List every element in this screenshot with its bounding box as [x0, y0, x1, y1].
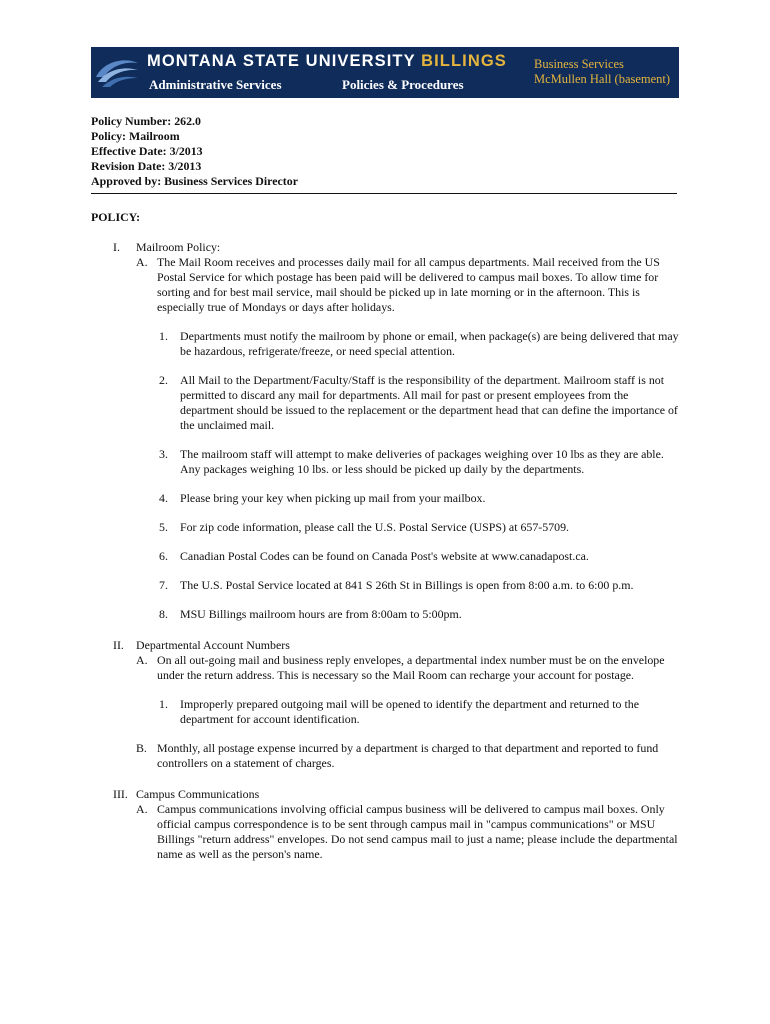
item-number: 1.: [159, 697, 168, 711]
item-text: Please bring your key when picking up mail from your mailbox.: [180, 491, 486, 505]
item-number: 5.: [159, 520, 168, 534]
list-item: [136, 520, 681, 535]
effective-date: Effective Date: 3/2013: [91, 144, 203, 158]
list-item: [136, 578, 681, 593]
policy-number: Policy Number: 262.0: [91, 114, 201, 128]
admin-services-label: Administrative Services: [149, 77, 282, 92]
policies-label: Policies & Procedures: [342, 77, 464, 92]
dept-name: Business Services: [534, 57, 624, 71]
item-number: 2.: [159, 373, 168, 387]
dept-info: [534, 57, 670, 87]
university-name: MONTANA STATE UNIVERSITY BILLINGS: [147, 52, 507, 70]
policy-heading: POLICY:: [91, 210, 141, 224]
section-number: II.: [113, 638, 124, 652]
item-number: 7.: [159, 578, 168, 592]
item-number: 6.: [159, 549, 168, 563]
subsection: [136, 255, 681, 315]
item-number: 8.: [159, 607, 168, 621]
policy-section: [91, 787, 681, 862]
section-title: Mailroom Policy:: [136, 240, 221, 254]
subsection-letter: A.: [136, 653, 148, 667]
subsection: [136, 802, 681, 862]
item-text: All Mail to the Department/Faculty/Staff is the responsibility of the department. Mailroom staff is not permitted to discard any mail for departments. All mail for past or present employees from the department should be issued to the replacement or the department head that can define the importance of the unclaimed mail.: [180, 373, 678, 432]
item-text: For zip code information, please call the U.S. Postal Service (USPS) at 657-5709.: [180, 520, 570, 534]
policy-name: Policy: Mailroom: [91, 129, 180, 143]
list-item: [136, 549, 681, 564]
subsection-letter: A.: [136, 802, 148, 816]
policy-section: [91, 638, 681, 771]
subsection-letter: B.: [136, 741, 147, 755]
item-text: MSU Billings mailroom hours are from 8:00am to 5:00pm.: [180, 607, 462, 621]
item-text: The mailroom staff will attempt to make deliveries of packages weighing over 10 lbs as they are able. Any packages weighing 10 lbs. or less should be picked up daily by the departments.: [180, 447, 664, 476]
item-text: Departments must notify the mailroom by phone or email, when package(s) are being delivered that may be hazardous, refrigerate/freeze, or need special attention.: [180, 329, 679, 358]
revision-date: Revision Date: 3/2013: [91, 159, 202, 173]
header-banner: [91, 47, 679, 98]
section-title: Departmental Account Numbers: [136, 638, 290, 652]
approved-by: Approved by: Business Services Director: [91, 174, 298, 188]
subsection: [136, 741, 681, 771]
policy-document: [91, 114, 681, 862]
section-number: III.: [113, 787, 128, 801]
list-item: [136, 329, 681, 359]
list-item: [136, 447, 681, 477]
subsection: [136, 653, 681, 683]
list-item: [136, 697, 681, 727]
item-text: Canadian Postal Codes can be found on Canada Post's website at www.canadapost.ca.: [180, 549, 589, 563]
item-text: The U.S. Postal Service located at 841 S 26th St in Billings is open from 8:00 a.m. to 6:00 p.m.: [180, 578, 634, 592]
subsection-text: Monthly, all postage expense incurred by a department is charged to that department and reported to fund controllers on a statement of charges.: [157, 741, 659, 770]
item-text: Improperly prepared outgoing mail will be opened to identify the department and returned to the department for account identification.: [180, 697, 639, 726]
sections-container: [91, 240, 681, 862]
subsection-letter: A.: [136, 255, 148, 269]
dept-location: McMullen Hall (basement): [534, 72, 671, 86]
section-title: Campus Communications: [136, 787, 260, 801]
msu-logo-icon: [94, 55, 140, 89]
list-item: [136, 373, 681, 433]
item-number: 3.: [159, 447, 168, 461]
section-number: I.: [113, 240, 120, 254]
list-item: [136, 491, 681, 506]
subsection-text: On all out-going mail and business reply envelopes, a departmental index number must be on the envelope under the return address. This is necessary so the Mail Room can recharge your account for postage.: [157, 653, 665, 682]
list-item: [136, 607, 681, 622]
subsection-text: Campus communications involving official campus business will be delivered to campus mail boxes. Only official campus correspondence is to be sent through campus mail in "campus communications" or MSU Billings "return address" envelopes. Do not send campus mail to just a name; please include the departmental name as well as the person's name.: [157, 802, 678, 861]
item-number: 4.: [159, 491, 168, 505]
item-number: 1.: [159, 329, 168, 343]
subsection-text: The Mail Room receives and processes daily mail for all campus departments. Mail received from the US Postal Service for which postage has been paid will be delivered to campus mail boxes. To allow time for sorting and for best mail service, mail should be picked up in late morning or in the afternoon. This is especially true of Mondays or days after holidays.: [157, 255, 660, 314]
divider: [91, 189, 677, 194]
policy-section: [91, 240, 681, 622]
